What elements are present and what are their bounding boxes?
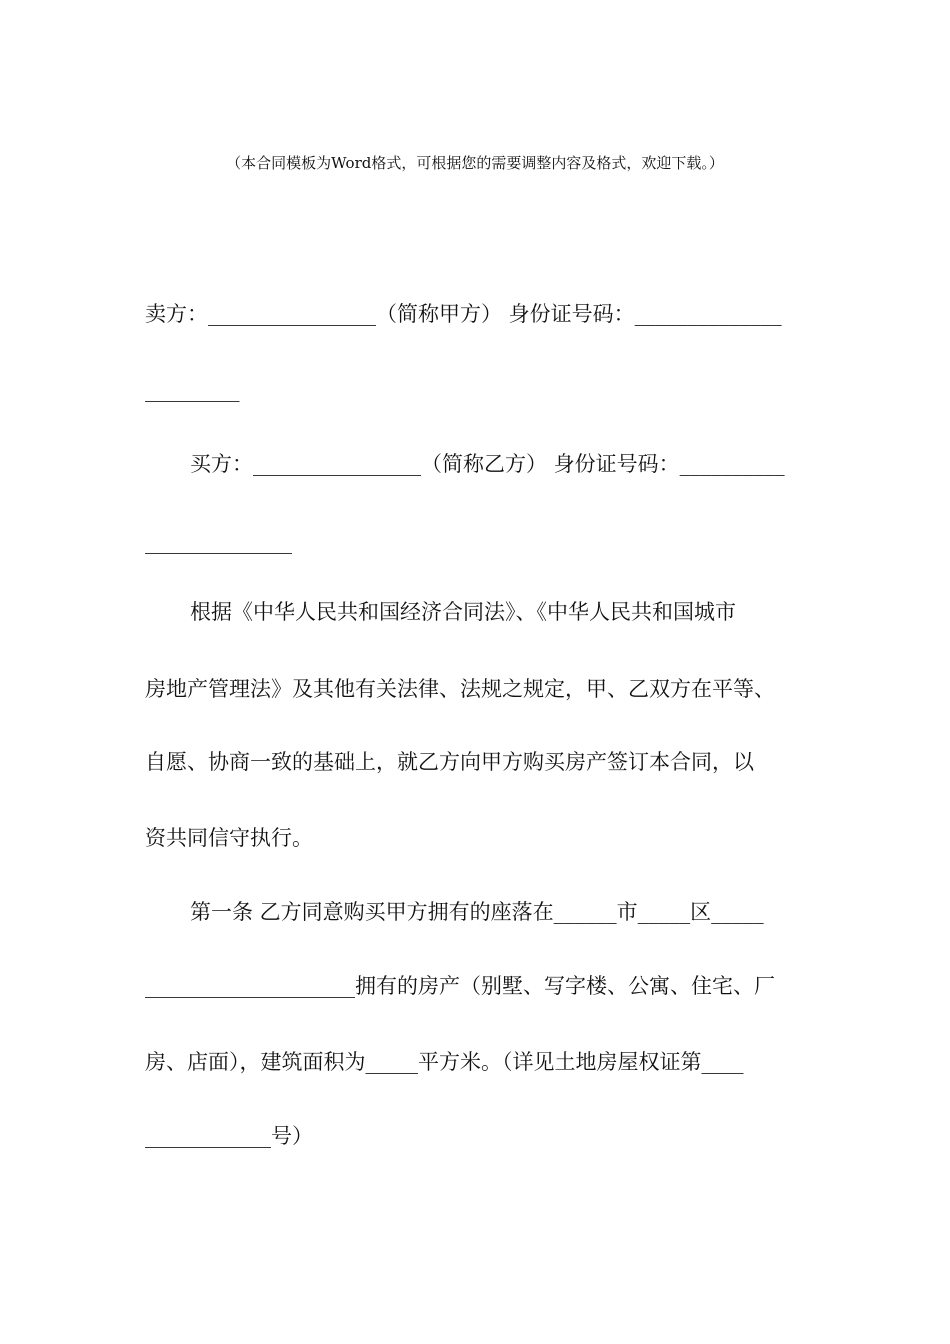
article-1-line-1: 第一条 乙方同意购买甲方拥有的座落在______市_____区_____ (190, 900, 764, 924)
seller-id-continuation: _________ (145, 378, 240, 402)
preamble-line-4: 资共同信守执行。 (145, 826, 313, 850)
article-1-line-4: ____________号） (145, 1124, 313, 1148)
preamble-line-3: 自愿、协商一致的基础上，就乙方向甲方购买房产签订本合同，以 (145, 750, 754, 774)
seller-line: 卖方：________________（简称甲方） 身份证号码：______________ (145, 302, 782, 326)
article-1-line-3: 房、店面），建筑面积为_____平方米。（详见土地房屋权证第____ (145, 1050, 744, 1074)
preamble-line-1: 根据《中华人民共和国经济合同法》、《中华人民共和国城市 (190, 600, 736, 624)
preamble-line-2: 房地产管理法》及其他有关法律、法规之规定，甲、乙双方在平等、 (145, 677, 775, 701)
template-note: （本合同模板为Word格式，可根据您的需要调整内容及格式，欢迎下载。） (226, 154, 724, 172)
article-1-line-2: ____________________拥有的房产（别墅、写字楼、公寓、住宅、厂 (145, 974, 775, 998)
buyer-line: 买方：________________（简称乙方） 身份证号码：__________ (190, 452, 785, 476)
buyer-id-continuation: ______________ (145, 530, 292, 554)
